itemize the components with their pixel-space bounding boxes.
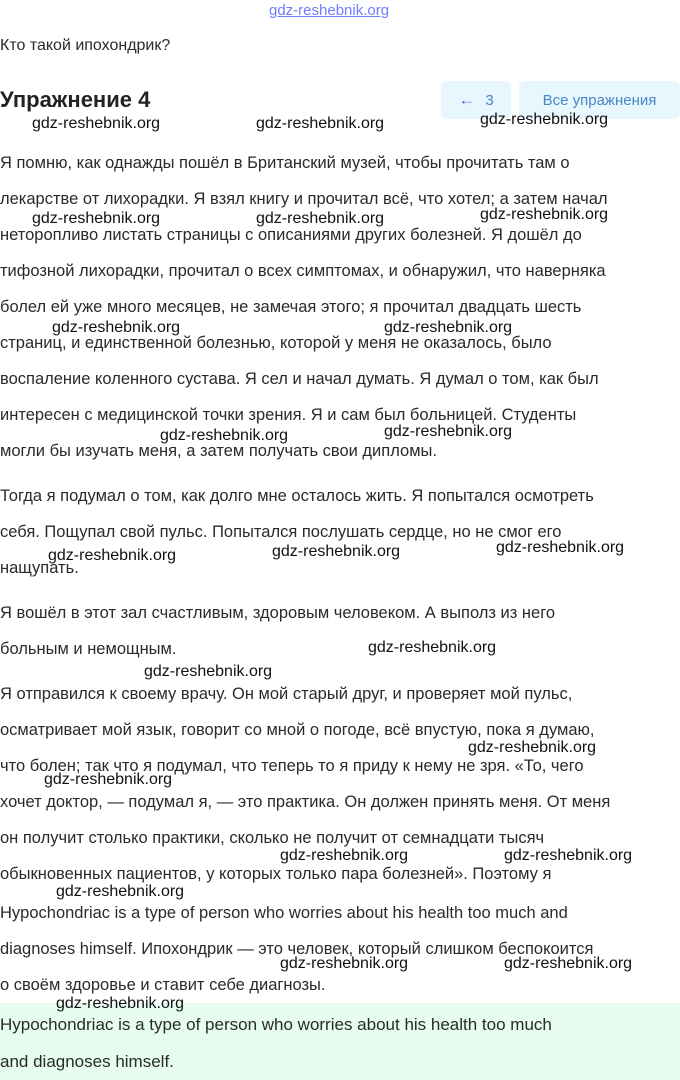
text-line: Hypochondriac is a type of person who worries about his health too much and <box>0 904 568 922</box>
text-line: Я помню, как однажды пошёл в Британский музей, чтобы прочитать там о <box>0 154 570 172</box>
text-line: diagnoses himself. Ипохондрик — это человек, который слишком беспокоится <box>0 940 594 958</box>
text-paragraph-5 <box>0 895 680 1003</box>
watermark: gdz-reshebnik.org <box>56 883 185 900</box>
watermark: gdz-reshebnik.org <box>44 771 173 788</box>
text-line: осматривает мой язык, говорит со мной о погоде, всё впустую, пока я думаю, <box>0 721 595 739</box>
watermark: gdz-reshebnik.org <box>384 319 513 336</box>
text-line: Тогда я подумал о том, как долго мне осталось жить. Я попытался осмотреть <box>0 487 594 505</box>
text-line: нащупать. <box>0 559 79 577</box>
text-line: лекарстве от лихорадки. Я взял книгу и прочитал всё, что хотел; а затем начал <box>0 190 608 208</box>
text-line: страниц, и единственной болезнью, которой у меня не оказалось, было <box>0 334 552 352</box>
prev-exercise-label: 3 <box>485 91 494 109</box>
text-line: о своём здоровье и ставит себе диагнозы. <box>0 976 326 994</box>
watermark: gdz-reshebnik.org <box>48 547 177 564</box>
text-paragraph-1 <box>0 145 680 469</box>
text-line: он получит столько практики, сколько не получит от семнадцати тысяч <box>0 829 545 847</box>
text-line: что болен; так что я подумал, что теперь то я приду к нему не зря. «То, чего <box>0 757 584 775</box>
watermark: gdz-reshebnik.org <box>496 539 625 556</box>
text-line: неторопливо листать страницы с описаниями других болезней. Я дошёл до <box>0 226 582 244</box>
watermark: gdz-reshebnik.org <box>56 995 185 1012</box>
text-line: воспаление коленного сустава. Я сел и начал думать. Я думал о том, как был <box>0 370 599 388</box>
watermark: gdz-reshebnik.org <box>256 210 385 227</box>
watermark: gdz-reshebnik.org <box>368 639 497 656</box>
text-line: больным и немощным. <box>0 640 177 658</box>
watermark: gdz-reshebnik.org <box>384 423 513 440</box>
answer-line: and diagnoses himself. <box>0 1052 174 1071</box>
watermark: gdz-reshebnik.org <box>280 847 409 864</box>
watermark: gdz-reshebnik.org <box>480 206 609 223</box>
watermark: gdz-reshebnik.org <box>144 663 273 680</box>
all-exercises-button[interactable]: Все упражнения <box>519 81 680 119</box>
text-paragraph-2 <box>0 478 680 586</box>
exercise-title: Упражнение 4 <box>0 87 151 112</box>
answer-line: Hypochondriac is a type of person who worries about his health too much <box>0 1015 552 1034</box>
watermark: gdz-reshebnik.org <box>280 955 409 972</box>
watermark: gdz-reshebnik.org <box>32 115 161 132</box>
text-line: Я вошёл в этот зал счастливым, здоровым человеком. А выполз из него <box>0 604 556 622</box>
text-line: себя. Пощупал свой пульс. Попытался послушать сердце, но не смог его <box>0 523 562 541</box>
question-text: Кто такой ипохондрик? <box>0 37 171 54</box>
text-paragraph-3 <box>0 595 680 667</box>
text-line: интересен с медицинской точки зрения. Я и сам был больницей. Студенты <box>0 406 577 424</box>
answer-box <box>0 1003 680 1080</box>
watermark: gdz-reshebnik.org <box>52 319 181 336</box>
text-line: могли бы изучать меня, а затем получать свои дипломы. <box>0 442 437 460</box>
text-line: обыкновенных пациентов, у которых только пара болезней». Поэтому я <box>0 865 552 883</box>
watermark: gdz-reshebnik.org <box>32 210 161 227</box>
watermark: gdz-reshebnik.org <box>272 543 401 560</box>
text-line: болел ей уже много месяцев, не замечая этого; я прочитал двадцать шесть <box>0 298 582 316</box>
watermark: gdz-reshebnik.org <box>504 847 633 864</box>
text-line: хочет доктор, — подумал я, — это практика. Он должен принять меня. От меня <box>0 793 611 811</box>
site-link[interactable]: gdz-reshebnik.org <box>269 2 390 19</box>
arrow-left-icon: ← <box>458 90 476 109</box>
watermark: gdz-reshebnik.org <box>256 115 385 132</box>
watermark: gdz-reshebnik.org <box>160 427 289 444</box>
text-line: Я отправился к своему врачу. Он мой старый друг, и проверяет мой пульс, <box>0 685 573 703</box>
watermark: gdz-reshebnik.org <box>468 739 597 756</box>
watermark: gdz-reshebnik.org <box>504 955 633 972</box>
watermark: gdz-reshebnik.org <box>480 111 609 128</box>
answer-text <box>0 1006 552 1080</box>
text-line: тифозной лихорадки, прочитал о всех симптомах, и обнаружил, что наверняка <box>0 262 606 280</box>
